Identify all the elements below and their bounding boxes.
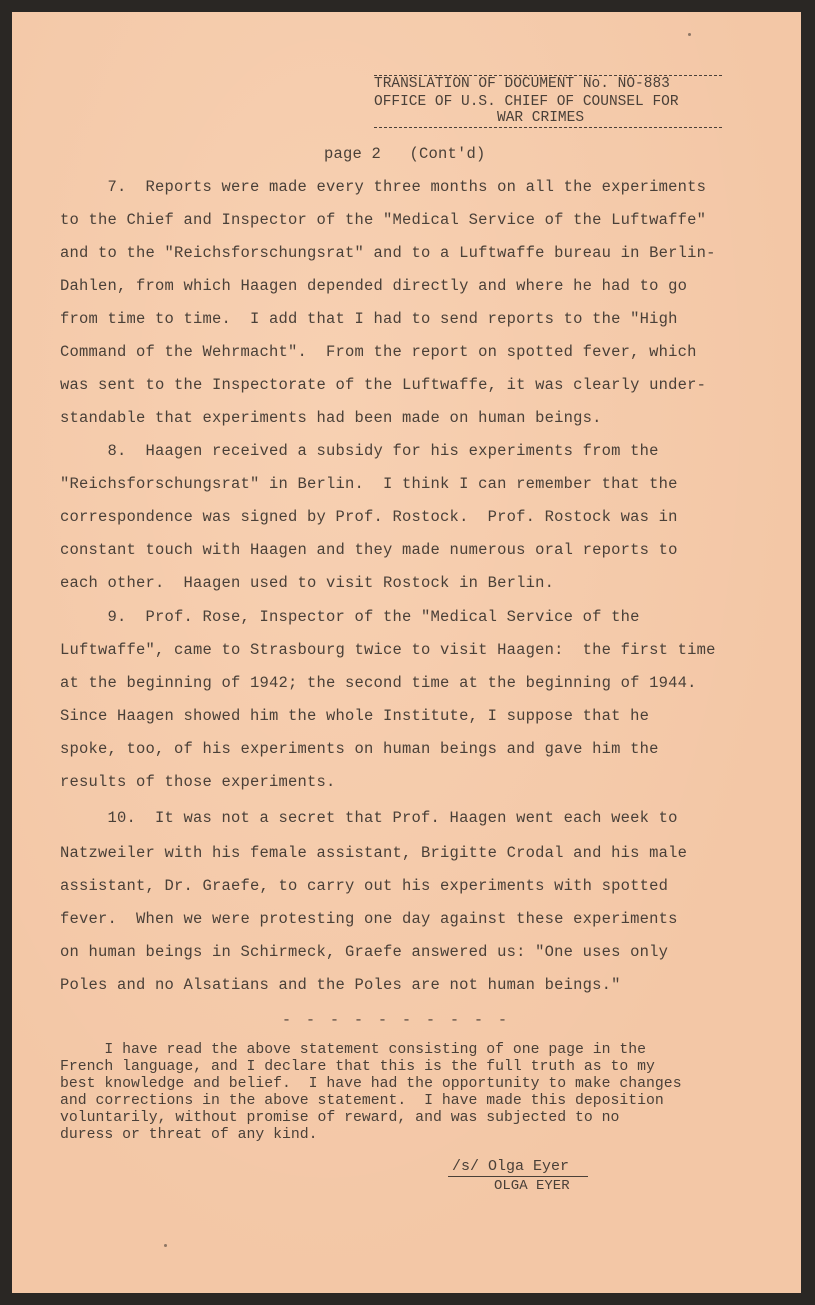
body-line: correspondence was signed by Prof. Rostock. Prof. Rostock was in (60, 508, 678, 526)
body-line: 10. It was not a secret that Prof. Haagen went each week to (60, 809, 678, 827)
section-separator: - - - - - - - - - - (282, 1012, 511, 1029)
body-line: Poles and no Alsatians and the Poles are not human beings." (60, 976, 621, 994)
body-line: from time to time. I add that I had to send reports to the "High (60, 310, 678, 328)
certification-line: I have read the above statement consisting of one page in the (60, 1042, 647, 1058)
body-line: assistant, Dr. Graefe, to carry out his experiments with spotted (60, 877, 669, 895)
signature-rule (448, 1176, 588, 1177)
body-line: 8. Haagen received a subsidy for his experiments from the (60, 442, 659, 460)
page-label: page 2 (Cont'd) (324, 145, 486, 163)
body-line: standable that experiments had been made on human beings. (60, 409, 602, 427)
body-line: and to the "Reichsforschungsrat" and to a Luftwaffe bureau in Berlin- (60, 244, 716, 262)
certification-line: best knowledge and belief. I have had the opportunity to make changes (60, 1076, 682, 1092)
certification-line: duress or threat of any kind. (60, 1127, 318, 1143)
document-page (12, 12, 801, 1293)
body-line: Command of the Wehrmacht". From the report on spotted fever, which (60, 343, 697, 361)
body-line: was sent to the Inspectorate of the Luftwaffe, it was clearly under- (60, 376, 707, 394)
body-line: to the Chief and Inspector of the "Medical Service of the Luftwaffe" (60, 211, 707, 229)
body-line: spoke, too, of his experiments on human beings and gave him the (60, 740, 659, 758)
body-line: Natzweiler with his female assistant, Brigitte Crodal and his male (60, 844, 688, 862)
body-line: 9. Prof. Rose, Inspector of the "Medical Service of the (60, 608, 640, 626)
body-line: 7. Reports were made every three months on all the experiments (60, 178, 707, 196)
body-line: fever. When we were protesting one day against these experiments (60, 910, 678, 928)
header-line-1: TRANSLATION OF DOCUMENT No. NO-883 (374, 76, 670, 92)
header-bottom-rule (374, 127, 722, 128)
body-line: Dahlen, from which Haagen depended directly and where he had to go (60, 277, 688, 295)
body-line: results of those experiments. (60, 773, 336, 791)
body-line: Since Haagen showed him the whole Institute, I suppose that he (60, 707, 650, 725)
paper-speck (688, 33, 691, 36)
typed-name: OLGA EYER (494, 1178, 570, 1194)
header-line-2: OFFICE OF U.S. CHIEF OF COUNSEL FOR (374, 94, 679, 110)
header-line-3: WAR CRIMES (497, 110, 585, 126)
body-line: on human beings in Schirmeck, Graefe answered us: "One uses only (60, 943, 669, 961)
signature-line: /s/ Olga Eyer (452, 1158, 570, 1175)
body-line: "Reichsforschungsrat" in Berlin. I think I can remember that the (60, 475, 678, 493)
body-line: each other. Haagen used to visit Rostock in Berlin. (60, 574, 555, 592)
paper-speck (164, 1244, 167, 1247)
body-line: constant touch with Haagen and they made numerous oral reports to (60, 541, 678, 559)
certification-line: and corrections in the above statement. I have made this deposition (60, 1093, 664, 1109)
body-line: Luftwaffe", came to Strasbourg twice to visit Haagen: the first time (60, 641, 716, 659)
body-line: at the beginning of 1942; the second time at the beginning of 1944. (60, 674, 697, 692)
certification-line: French language, and I declare that this is the full truth as to my (60, 1059, 655, 1075)
certification-line: voluntarily, without promise of reward, and was subjected to no (60, 1110, 620, 1126)
